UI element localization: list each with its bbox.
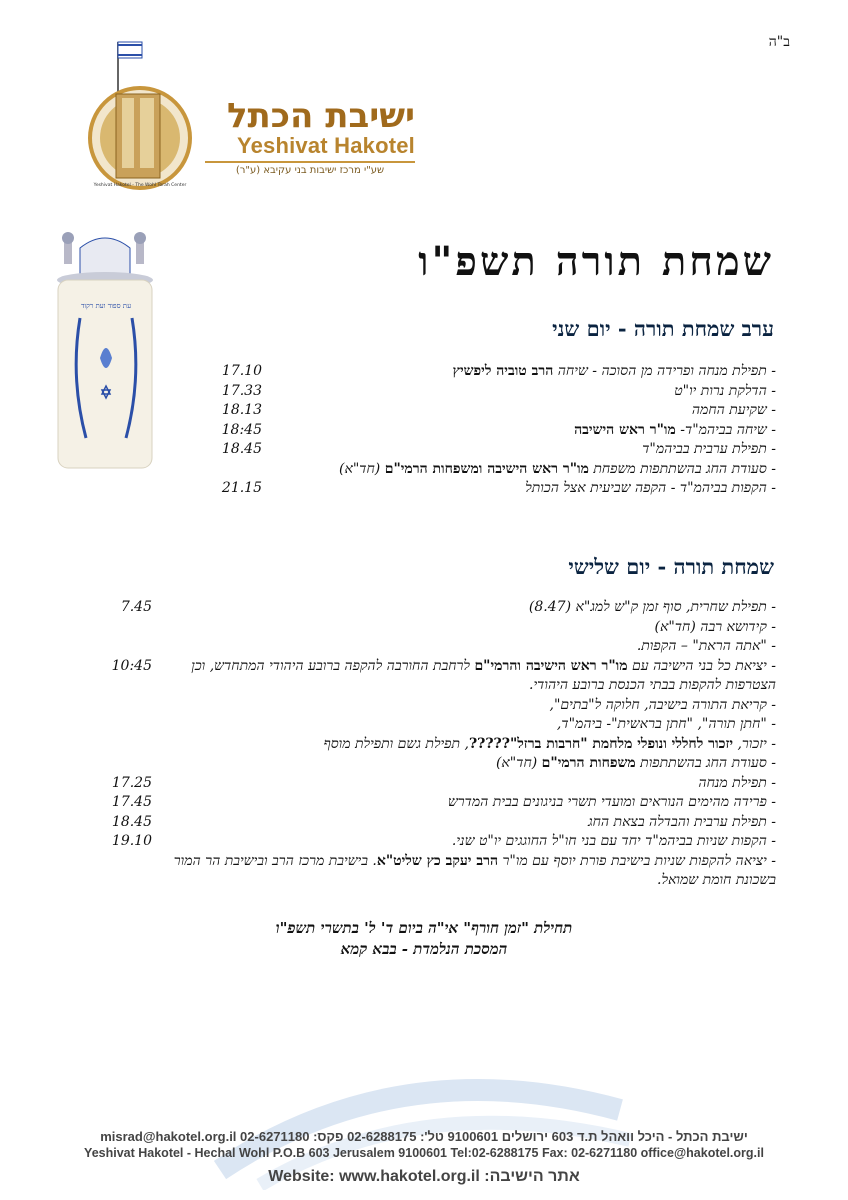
- footer-contact: [0, 1128, 848, 1189]
- schedule-text: [262, 421, 776, 441]
- footer-line-english: Yeshivat Hakotel - Hechal Wohl P.O.B 603 Jerusalem 9100601 Tel:02-6288175 Fax: 02-6271180 office@hakotel.org.il: [84, 1146, 764, 1160]
- schedule-row: [86, 832, 776, 852]
- logo-subtitle: שע"י מרכז ישיבות בני עקיבא (ע"ר): [205, 161, 415, 176]
- schedule-text: [152, 735, 776, 755]
- schedule-text-part: - שקיעת החמה: [691, 402, 776, 418]
- schedule-text-part: . בישיבת מרכז הרב ובישיבת הר המור בשכונת חומת שמואל.: [173, 852, 776, 888]
- yeshiva-emblem-logo: [76, 34, 206, 194]
- schedule-text: [152, 793, 776, 813]
- schedule-text: [152, 696, 776, 716]
- schedule-text-emphasis: מו"ר ראש הישיבה והרמי"ם: [474, 657, 628, 674]
- schedule-row: [86, 754, 776, 774]
- schedule-time: [86, 715, 152, 735]
- schedule-text: [152, 618, 776, 638]
- page-title: שמחת תורה תשפ"ו: [418, 238, 774, 285]
- schedule-text: [152, 813, 776, 833]
- schedule-row: [216, 382, 776, 402]
- schedule-row: [86, 598, 776, 618]
- schedule-row: [216, 440, 776, 460]
- schedule-text-emphasis: יזכור לחללי ונופלי מלחמת "חרבות ברזל"?????: [468, 735, 734, 752]
- schedule-time: [86, 735, 152, 755]
- schedule-row: [216, 401, 776, 421]
- schedule-text-emphasis: מו"ר ראש הישיבה ומשפחות הרמי"ם: [384, 460, 589, 477]
- schedule-time: [86, 754, 152, 774]
- tractate-line: המסכת הנלמדת - בבא קמא: [340, 940, 508, 958]
- schedule-row: [216, 479, 776, 499]
- schedule-text-part: - הדלקת נרות יו"ט: [674, 382, 776, 399]
- schedule-text: [262, 362, 776, 382]
- schedule-text-part: - סעודת החג בהשתתפות: [635, 755, 776, 771]
- schedule-text-part: לרחבת החורבה להקפה ברובע היהודי המתחדש, וכן הצטרפות להקפות בבתי הכנסת ברובע היהודי.: [191, 657, 776, 693]
- schedule-text: [152, 657, 776, 696]
- schedule-row: [86, 793, 776, 813]
- schedule-text: [152, 637, 776, 657]
- schedule-row: [216, 421, 776, 441]
- schedule-time: 18.13: [221, 402, 262, 418]
- schedule-text: [152, 832, 776, 852]
- schedule-time: 18.45: [221, 441, 262, 457]
- schedule-time: [86, 637, 152, 657]
- schedule-time: 21.15: [221, 480, 262, 496]
- schedule-row: [216, 460, 776, 480]
- section-title-day: שמחת תורה - יום שלישי: [568, 554, 774, 579]
- schedule-text-part: - הקפות בביהמ"ד - הקפה שביעית אצל הכותל: [525, 480, 776, 496]
- schedule-text-part: - סעודת החג בהשתתפות משפחת: [588, 460, 776, 477]
- schedule-text-part: - קריאת התורה בישיבה, חלוקה ל"בתים",: [549, 696, 776, 713]
- schedule-text-part: , תפילת גשם ותפילת מוסף: [323, 735, 469, 752]
- schedule-text: [152, 852, 776, 891]
- schedule-text-part: (חד"א): [495, 755, 542, 771]
- schedule-text-part: - שיחה בביהמ"ד-: [675, 421, 776, 438]
- schedule-row: [86, 618, 776, 638]
- schedule-text: [152, 754, 776, 774]
- schedule-time: 18.45: [111, 813, 152, 830]
- schedule-text-part: - "חתן תורה", "חתן בראשית"- ביהמ"ד,: [556, 716, 776, 732]
- schedule-time: 19.10: [111, 833, 152, 849]
- schedule-text-part: - פרידה מהימים הנוראים ומועדי תשרי בניגונים בבית המדרש: [447, 794, 776, 810]
- schedule-time: [86, 852, 152, 891]
- schedule-time: 18:45: [221, 421, 262, 438]
- schedule-text: [262, 479, 776, 499]
- schedule-row: [86, 852, 776, 891]
- schedule-row: [216, 362, 776, 382]
- schedule-list-eve: [216, 362, 776, 499]
- logo-name-english: Yeshivat Hakotel: [236, 133, 415, 158]
- schedule-text-emphasis: מו"ר ראש הישיבה: [574, 421, 676, 438]
- schedule-list-day: [86, 598, 776, 891]
- schedule-text-part: - קידושא רבה (חד"א): [654, 618, 776, 635]
- schedule-text-part: (חד"א): [338, 460, 385, 477]
- schedule-text-emphasis: הרב טוביה ליפשיץ: [452, 363, 554, 379]
- schedule-row: [86, 657, 776, 696]
- schedule-text: [262, 460, 776, 480]
- schedule-text-part: - הקפות שניות בביהמ"ד יחד עם בני חו"ל החוגגים יו"ט שני.: [451, 833, 776, 849]
- emblem-ring-text: Yeshivat Hakotel - The Wohl Torah Center: [93, 183, 187, 188]
- schedule-time: 17.45: [111, 794, 152, 810]
- schedule-text: [152, 598, 776, 618]
- schedule-time: 10:45: [111, 657, 152, 674]
- schedule-text-part: - יציאה להקפות שניות בישיבת פורת יוסף עם מו"ר: [498, 852, 776, 869]
- schedule-text-emphasis: הרב יעקב כץ שליט"א: [376, 852, 499, 869]
- schedule-text-part: - תפילת ערבית בביהמ"ד: [642, 441, 776, 457]
- section-title-eve: ערב שמחת תורה - יום שני: [552, 316, 774, 341]
- schedule-text-part: - תפילת מנחה ופרידה מן הסוכה - שיחה: [553, 363, 776, 379]
- footer-website[interactable]: אתר הישיבה: Website: www.hakotel.org.il: [268, 1168, 580, 1185]
- schedule-row: [86, 696, 776, 716]
- schedule-time: 7.45: [120, 599, 152, 615]
- schedule-text: [262, 440, 776, 460]
- schedule-text-part: - תפילת ערבית והבדלה בצאת החג: [587, 813, 776, 830]
- schedule-text-part: - תפילת מנחה: [698, 774, 776, 791]
- schedule-text-part: - "אתה הראת" – הקפות.: [636, 638, 776, 654]
- footer-line-hebrew: ישיבת הכתל - היכל וואהל ת.ד 603 ירושלים 9100601 טל': 02-6288175 פקס: 02-6271180 misrad@hakotel.org.il: [100, 1129, 748, 1144]
- schedule-text-part: - יזכור,: [733, 735, 776, 752]
- schedule-text: [152, 715, 776, 735]
- schedule-row: [86, 813, 776, 833]
- schedule-time: [86, 618, 152, 638]
- schedule-row: [86, 735, 776, 755]
- schedule-row: [86, 774, 776, 794]
- schedule-text-part: - יציאת כל בני הישיבה עם: [627, 657, 776, 674]
- schedule-time: 17.10: [221, 363, 262, 379]
- schedule-row: [86, 637, 776, 657]
- schedule-text: [262, 382, 776, 402]
- schedule-text: [262, 401, 776, 421]
- bh-abbreviation: ב"ה: [768, 34, 790, 50]
- yeshiva-logo-text: [205, 98, 415, 176]
- schedule-time: 17.25: [111, 774, 152, 791]
- schedule-time: [216, 460, 262, 480]
- schedule-text: [152, 774, 776, 794]
- closing-notice: [0, 918, 848, 960]
- schedule-text-emphasis: משפחות הרמי"ם: [541, 755, 636, 771]
- logo-name-hebrew: ישיבת הכתל: [226, 96, 415, 136]
- schedule-text-part: - תפילת שחרית, סוף זמן ק"ש למג"א (8.47): [528, 599, 776, 615]
- torah-scroll-image: [50, 228, 160, 478]
- scroll-case-text: עת ספוד ועת רקוד: [80, 302, 132, 310]
- schedule-time: 17.33: [221, 382, 262, 399]
- schedule-time: [86, 696, 152, 716]
- winter-term-line: תחילת "זמן חורף" אי"ה ביום ד' ל' בתשרי תשפ"ו: [275, 919, 573, 937]
- schedule-row: [86, 715, 776, 735]
